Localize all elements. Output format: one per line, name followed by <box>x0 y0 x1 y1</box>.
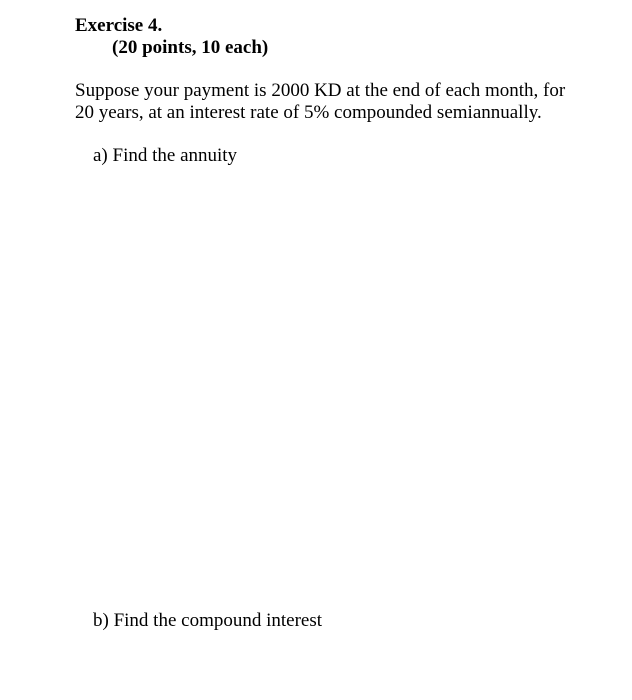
exercise-points: (20 points, 10 each) <box>112 37 269 58</box>
problem-line: 20 years, at an interest rate of 5% compounded semiannually. <box>75 102 542 123</box>
problem-statement <box>75 80 595 124</box>
exercise-title: Exercise 4. <box>75 15 163 36</box>
problem-line: Suppose your payment is 2000 KD at the end of each month, for <box>75 80 566 101</box>
question-part-a: a) Find the annuity <box>93 145 238 166</box>
question-part-b: b) Find the compound interest <box>93 610 323 631</box>
